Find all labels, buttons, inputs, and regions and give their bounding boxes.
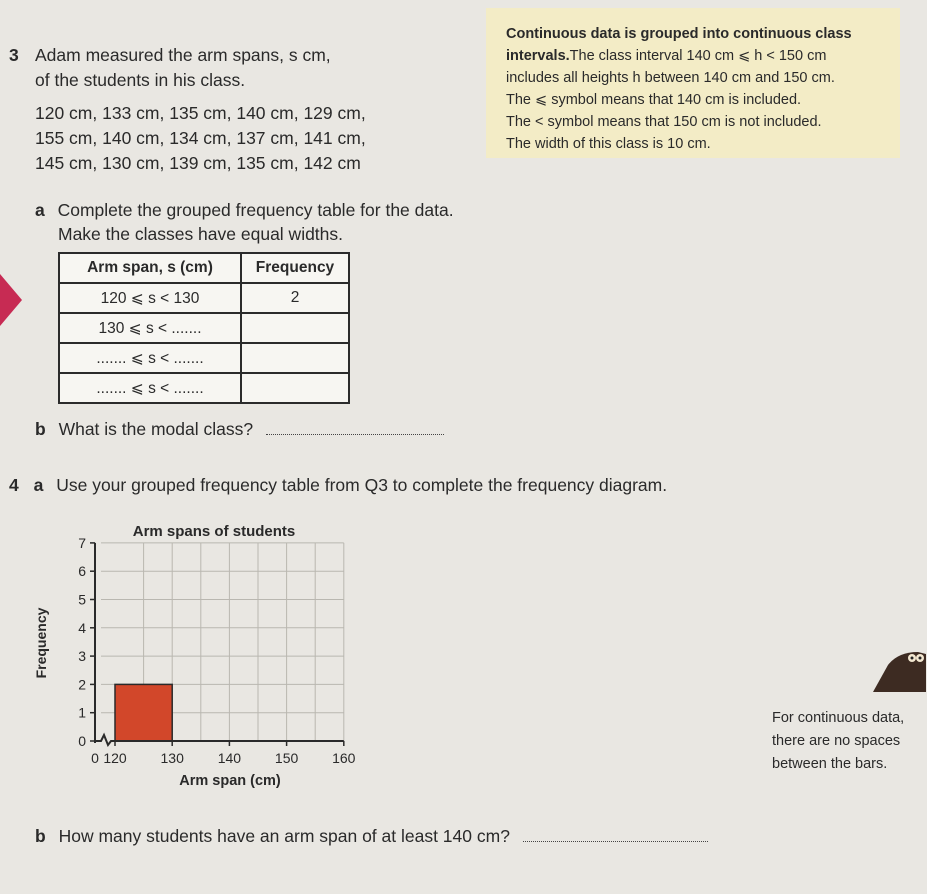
q3-data-row-2: 155 cm, 140 cm, 134 cm, 137 cm, 141 cm,	[35, 128, 366, 148]
x-tick-label: 160	[332, 750, 356, 766]
y-tick-label: 6	[78, 563, 86, 580]
q3-part-a-text: Complete the grouped frequency table for the data.	[57, 200, 454, 220]
class-cell[interactable]: ....... ⩽ s < .......	[59, 373, 241, 403]
table-row	[59, 283, 349, 313]
q4-part-b-text: How many students have an arm span of at least 140 cm?	[58, 826, 510, 846]
q4-part-b	[35, 826, 708, 847]
table-header-row	[59, 253, 349, 283]
x-tick-label: 130	[160, 750, 184, 766]
q3-part-b-text: What is the modal class?	[58, 419, 254, 439]
q4-block	[9, 475, 667, 496]
note-line-2-bold: intervals.	[506, 48, 570, 64]
q3-part-b	[35, 419, 444, 440]
y-tick-labels	[78, 535, 86, 749]
q3-number: 3	[9, 45, 19, 65]
y-tick-label: 3	[78, 648, 86, 665]
q3-part-a-sub: Make the classes have equal widths.	[58, 224, 344, 244]
tip-line-2: there are no spaces	[772, 733, 901, 749]
table-header-frequency: Frequency	[241, 253, 349, 283]
class-cell[interactable]: ....... ⩽ s < .......	[59, 343, 241, 373]
q4-number: 4	[9, 475, 19, 495]
q3-part-a-letter: a	[35, 200, 45, 220]
continuous-data-note	[486, 8, 900, 158]
q3-data-row-3: 145 cm, 130 cm, 139 cm, 135 cm, 142 cm	[35, 153, 361, 173]
x-axis-label: Arm span (cm)	[179, 773, 281, 789]
frequency-cell[interactable]	[241, 373, 349, 403]
count-answer-line[interactable]	[523, 841, 708, 842]
table-header-arm-span: Arm span, s (cm)	[59, 253, 241, 283]
q4-part-a-text: Use your grouped frequency table from Q3 to complete the frequency diagram.	[56, 475, 668, 495]
q3-intro-line1: Adam measured the arm spans, s cm,	[35, 45, 331, 65]
tip-line-3: between the bars.	[772, 756, 888, 772]
frequency-cell[interactable]	[241, 313, 349, 343]
x-tick-label: 120	[103, 750, 127, 766]
q3-data-row-1: 120 cm, 133 cm, 135 cm, 140 cm, 129 cm,	[35, 103, 366, 123]
q4-part-a-letter: a	[33, 475, 44, 495]
y-tick-label: 0	[78, 733, 86, 749]
note-line-3: includes all heights h between 140 cm and 150 cm.	[506, 70, 835, 86]
frequency-cell[interactable]: 2	[241, 283, 349, 313]
page-edge-marker	[0, 274, 22, 326]
x-tick-labels	[91, 750, 356, 766]
note-line-6: The width of this class is 10 cm.	[506, 136, 711, 152]
tip-line-1: For continuous data,	[772, 710, 905, 726]
x-tick-label: 150	[274, 750, 299, 766]
q3-part-b-letter: b	[35, 419, 46, 439]
class-cell: 120 ⩽ s < 130	[59, 283, 241, 313]
modal-class-answer-line[interactable]	[266, 434, 444, 435]
y-tick-label: 5	[78, 591, 86, 608]
y-tick-label: 1	[78, 704, 86, 721]
x-tick-label: 0	[91, 750, 99, 766]
table-row	[59, 313, 349, 343]
note-line-4: The ⩽ symbol means that 140 cm is included.	[506, 92, 802, 108]
note-line-1: Continuous data is grouped into continuous class	[506, 26, 852, 42]
note-line-5: The < symbol means that 150 cm is not included.	[506, 114, 822, 130]
class-cell[interactable]: 130 ⩽ s < .......	[59, 313, 241, 343]
frequency-diagram	[0, 515, 400, 805]
q3-intro-line2: of the students in his class.	[35, 70, 246, 90]
q4-part-b-letter: b	[35, 826, 46, 846]
bar[interactable]	[115, 684, 172, 741]
q3-part-a	[35, 200, 454, 221]
y-tick-label: 7	[78, 534, 86, 551]
grouped-frequency-table	[58, 252, 350, 404]
table-row	[59, 343, 349, 373]
note-line-2	[506, 48, 826, 64]
frequency-cell[interactable]	[241, 343, 349, 373]
y-axis-label: Frequency	[33, 607, 49, 679]
chart-bars[interactable]	[115, 684, 172, 741]
q3-block	[9, 45, 19, 66]
x-tick-label: 140	[217, 750, 242, 766]
y-tick-label: 4	[78, 619, 86, 636]
y-tick-label: 2	[78, 676, 86, 693]
chart-title: Arm spans of students	[132, 523, 296, 540]
note-line-2-rest: The class interval 140 cm ⩽ h < 150 cm	[569, 48, 827, 64]
mascot-icon	[868, 640, 927, 695]
table-row	[59, 373, 349, 403]
